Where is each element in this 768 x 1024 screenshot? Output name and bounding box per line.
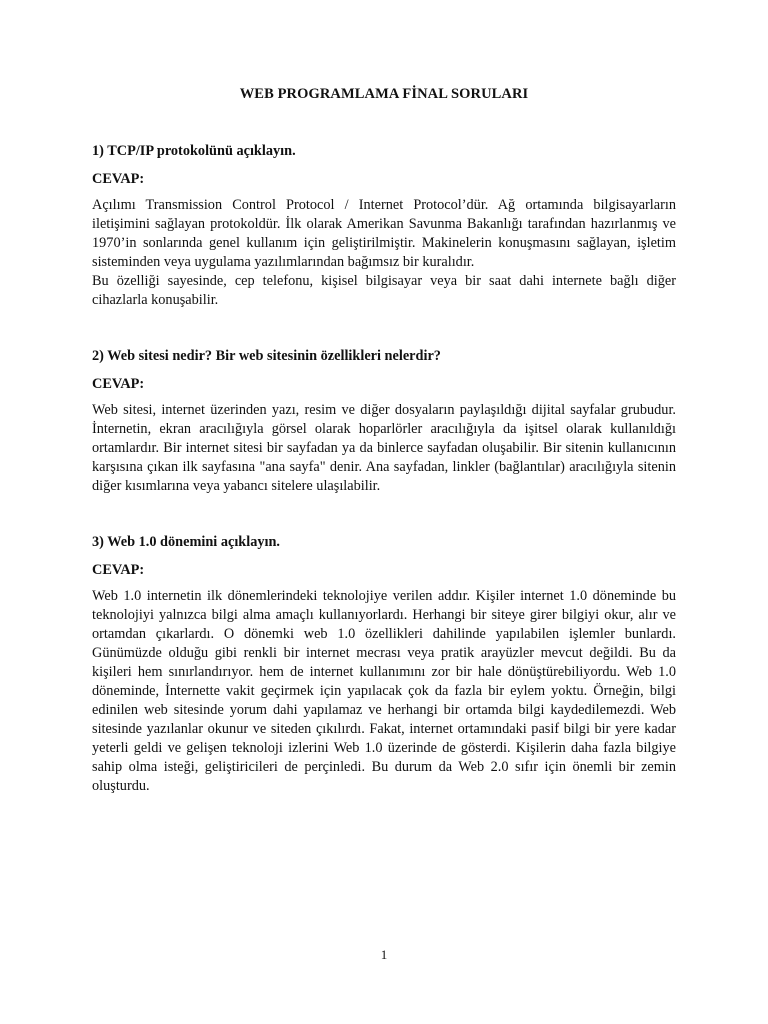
- answer-paragraph: Web sitesi, internet üzerinden yazı, resim ve diğer dosyaların paylaşıldığı dijital sayfalar grubudur. İnternetin, ekran aracılığıyla görsel olarak hoparlörler aracılığıyla da işitsel olarak kullanıldığı ortamlardır. Bir internet sitesi bir sayfadan ya da binlerce sayfadan oluşabilir. Bir sitenin kullanıcının karşısına çıkan ilk sayfasına "ana sayfa" denir. Ana sayfadan, linkler (bağlantılar) aracılığıyla sitenin diğer kısımlarına veya yabancı sitelere ulaşılabilir.: [92, 402, 676, 494]
- document-body: [92, 142, 676, 796]
- question-section-3: [92, 533, 676, 796]
- answer-paragraph: Web 1.0 internetin ilk dönemlerindeki teknolojiye verilen addır. Kişiler internet 1.0 döneminde bu teknolojiyi yalnızca bilgi alma amaçlı kullanıyorlardı. Herhangi bir siteye girer bilgiyi okur, alır ve ortamdan çıkarlardı. O dönemki web 1.0 özellikleri dahilinde yapılabilen işlemler bunlardı. Günümüzde olduğu gibi renkli bir internet mecrası veya pratik arayüzler mevcut değildi. Bu da kişileri hem sınırlandırıyor. hem de internet kullanımını zor bir hale dönüştürebiliyordu. Web 1.0 döneminde, İnternette vakit geçirmek için yapılacak çok da fazla bir eylem yoktu. Örneğin, bilgi edinilen web sitesinde yorum dahi yapılamaz ve herhangi bir ortamda bilgi kaydedilemezdi. Web sitesinde yazılanlar okunur ve siteden çıkılırdı. Fakat, internet ortamındaki pasif bilgi bir yere kadar yeterli geldi ve gelişen teknoloji izlerini Web 1.0 üzerinde de gösterdi. Kişilerin daha fazla bilgiye sahip olma isteği, geliştiricileri de perçinledi. Bu durum da Web 2.0 sıfır için önemli bir zemin oluşturdu.: [92, 588, 676, 794]
- answer-label: CEVAP:: [92, 562, 145, 578]
- answer-paragraph: Açılımı Transmission Control Protocol / Internet Protocol’dür. Ağ ortamında bilgisayarların iletişimini sağlayan protokoldür. İlk olarak Amerikan Savunma Bakanlığı tarafından hazırlanmış ve 1970’in sonlarında genel kullanım için geliştirilmiştir. Makinelerin konuşmasını sağlayan, işletim sisteminden veya uygulama yazılımlarından bağımsız bir kuralıdır.: [92, 197, 676, 270]
- answer-label: CEVAP:: [92, 376, 145, 392]
- question-heading: 2) Web sitesi nedir? Bir web sitesinin özellikleri nelerdir?: [92, 348, 441, 364]
- answer-paragraph: Bu özelliği sayesinde, cep telefonu, kişisel bilgisayar veya bir saat dahi internete bağlı diğer cihazlarla konuşabilir.: [92, 273, 676, 308]
- document-title: WEB PROGRAMLAMA FİNAL SORULARI: [239, 86, 529, 102]
- page-number: 1: [380, 947, 388, 962]
- answer-label: CEVAP:: [92, 171, 145, 187]
- question-heading: 3) Web 1.0 dönemini açıklayın.: [92, 534, 281, 550]
- question-heading: 1) TCP/IP protokolünü açıklayın.: [92, 143, 296, 159]
- question-section-1: [92, 142, 676, 310]
- question-section-2: [92, 347, 676, 496]
